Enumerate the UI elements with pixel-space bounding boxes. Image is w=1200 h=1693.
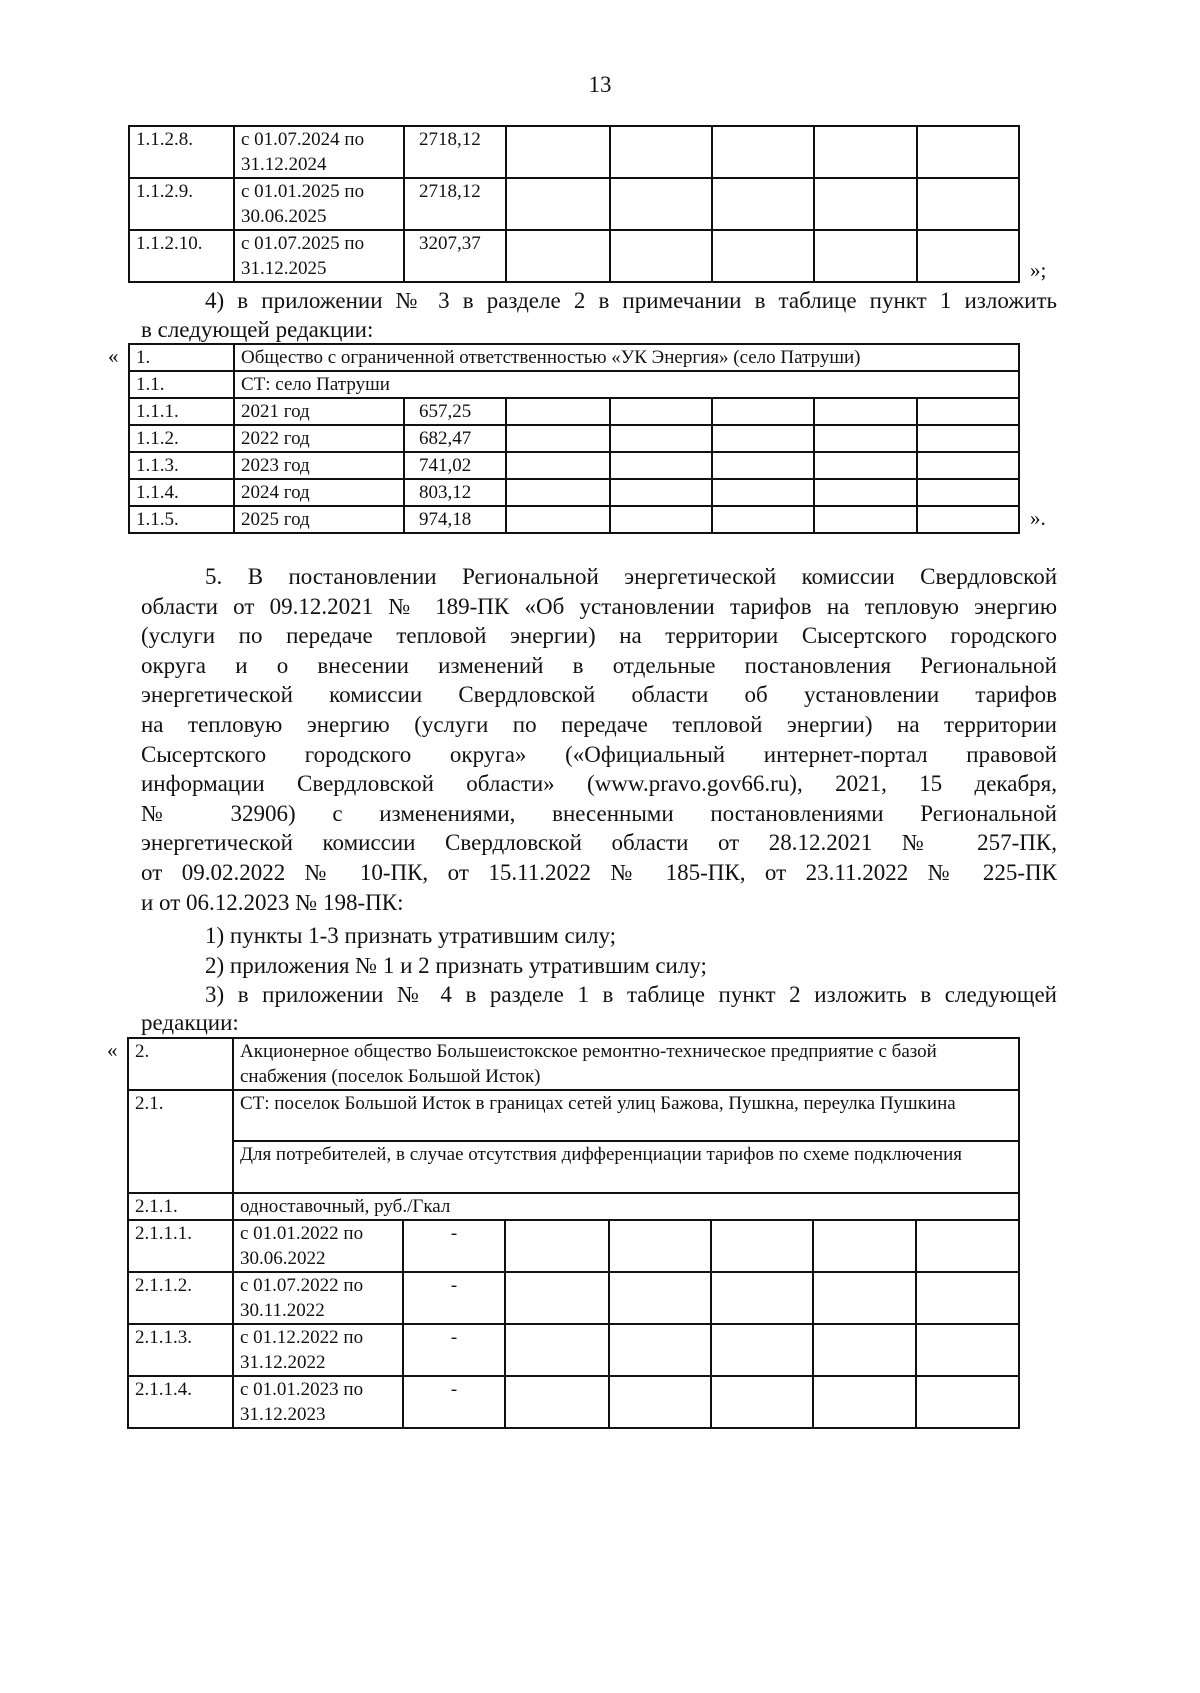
paragraph-line: области от 09.12.2021 № 189-ПК «Об установлении тарифов на тепловую энергию (141, 593, 1057, 619)
tariff-type: одноставочный, руб./Гкал (233, 1193, 1019, 1220)
empty-cell (917, 506, 1019, 533)
empty-cell (506, 506, 610, 533)
row-number: 2.1.1.1. (128, 1220, 233, 1272)
row-number: 1.1.2. (129, 425, 234, 452)
empty-cell (712, 452, 814, 479)
empty-cell (917, 230, 1019, 282)
empty-cell (711, 1220, 813, 1272)
year: 2024 год (234, 479, 404, 506)
empty-cell (712, 479, 814, 506)
period (234, 230, 404, 282)
period (234, 178, 404, 230)
period-line: с 01.07.2024 по (241, 129, 365, 150)
empty-cell (610, 425, 712, 452)
org-number: 1. (129, 344, 234, 371)
year: 2022 год (234, 425, 404, 452)
empty-cell (916, 1376, 1019, 1428)
sub-item-1: 1) пункты 1-3 признать утратившим силу; (205, 923, 617, 948)
period-line: 30.06.2022 (240, 1248, 326, 1269)
row-number: 1.1.3. (129, 452, 234, 479)
table-row (128, 1324, 1019, 1376)
year: 2021 год (234, 398, 404, 425)
empty-cell (712, 398, 814, 425)
item4-text: 4) в приложении № 3 в разделе 2 в примечании в таблице пункт 1 изложить (205, 288, 1057, 313)
tariff-value: 2718,12 (404, 178, 506, 230)
paragraph-line: округа и о внесении изменений в отдельные постановления Региональной (141, 652, 1057, 678)
table-row (129, 398, 1019, 425)
sub-item-3-cont: редакции: (141, 1010, 239, 1035)
empty-cell (711, 1376, 813, 1428)
empty-cell (712, 178, 814, 230)
tariff-value: - (403, 1220, 505, 1272)
empty-cell (917, 425, 1019, 452)
empty-cell (610, 506, 712, 533)
empty-cell (813, 1324, 916, 1376)
table-row (128, 1090, 1019, 1141)
empty-cell (610, 398, 712, 425)
period-line: с 01.01.2025 по (241, 181, 365, 202)
empty-cell (609, 1220, 711, 1272)
empty-cell (712, 126, 814, 178)
empty-cell (506, 178, 610, 230)
period-line: 30.06.2025 (241, 206, 327, 227)
table-row (128, 1038, 1019, 1090)
empty-cell (814, 452, 917, 479)
table-row (128, 1141, 1019, 1193)
period (233, 1376, 403, 1428)
st-name: СТ: поселок Большой Исток в границах сетей улиц Бажова, Пушкна, переулка Пушкина (233, 1090, 1019, 1141)
empty-cell (610, 230, 712, 282)
empty-cell (712, 506, 814, 533)
row-number: 2.1.1.4. (128, 1376, 233, 1428)
empty-cell (916, 1220, 1019, 1272)
tariff-value: 3207,37 (404, 230, 506, 282)
period-line: 31.12.2024 (241, 154, 327, 175)
row-number: 1.1.1. (129, 398, 234, 425)
table-row (129, 230, 1019, 282)
row-number: 2.1.1.2. (128, 1272, 233, 1324)
empty-cell (814, 425, 917, 452)
empty-cell (917, 479, 1019, 506)
close-quote: ». (1030, 506, 1046, 530)
period (233, 1220, 403, 1272)
empty-cell (814, 230, 917, 282)
period (234, 126, 404, 178)
table-row (129, 479, 1019, 506)
tariff-value: 682,47 (404, 425, 506, 452)
open-quote: « (107, 1038, 118, 1062)
empty-cell (813, 1220, 916, 1272)
st-name: СТ: село Патруши (234, 371, 1019, 398)
paragraph-line: энергетической комиссии Свердловской области об установлении тарифов (141, 682, 1057, 708)
table-row (129, 425, 1019, 452)
paragraph-line: от 09.02.2022 № 10-ПК, от 15.11.2022 № 185-ПК, от 23.11.2022 № 225-ПК (141, 860, 1057, 885)
table-row (129, 506, 1019, 533)
table-row (128, 1376, 1019, 1428)
table-row (128, 1220, 1019, 1272)
tariff-value: - (403, 1324, 505, 1376)
tariff-value: 2718,12 (404, 126, 506, 178)
table-row (129, 452, 1019, 479)
empty-cell (506, 479, 610, 506)
empty-cell (917, 398, 1019, 425)
st-number: 2.1. (128, 1090, 233, 1193)
period (233, 1272, 403, 1324)
empty-cell (712, 425, 814, 452)
paragraph-line: информации Свердловской области» (www.pravo.gov66.ru), 2021, 15 декабря, (141, 771, 1057, 797)
year: 2023 год (234, 452, 404, 479)
table-row (129, 344, 1019, 371)
paragraph-line: Сысертского городского округа» («Официальный интернет-портал правовой (141, 741, 1057, 767)
row-number: 2.1.1.3. (128, 1324, 233, 1376)
bolshoy-istok-tariff-table (127, 1037, 1020, 1429)
tariff-table-continuation (128, 125, 1020, 283)
empty-cell (916, 1272, 1019, 1324)
empty-cell (712, 230, 814, 282)
period (233, 1324, 403, 1376)
empty-cell (609, 1272, 711, 1324)
empty-cell (711, 1272, 813, 1324)
empty-cell (506, 126, 610, 178)
tariff-number: 2.1.1. (128, 1193, 233, 1220)
patrushi-tariff-table (128, 343, 1020, 534)
org-name: Акционерное общество Большеистокское ремонтно-техническое предприятие с базой снабжения (поселок Большой Исток) (233, 1038, 1019, 1090)
empty-cell (916, 1324, 1019, 1376)
period-line: с 01.12.2022 по (240, 1327, 364, 1348)
table-row (128, 1193, 1019, 1220)
period-line: 30.11.2022 (240, 1300, 325, 1321)
empty-cell (610, 479, 712, 506)
tariff-value: 741,02 (404, 452, 506, 479)
table-row (128, 1272, 1019, 1324)
period-line: 31.12.2023 (240, 1404, 326, 1425)
tariff-value: 657,25 (404, 398, 506, 425)
empty-cell (814, 398, 917, 425)
empty-cell (814, 178, 917, 230)
table-row (129, 126, 1019, 178)
empty-cell (506, 398, 610, 425)
org-number: 2. (128, 1038, 233, 1090)
empty-cell (711, 1324, 813, 1376)
paragraph-line: на тепловую энергию (услуги по передаче тепловой энергии) на территории (141, 712, 1057, 737)
row-number: 1.1.4. (129, 479, 234, 506)
empty-cell (609, 1324, 711, 1376)
open-quote: « (108, 344, 119, 368)
row-number: 1.1.2.10. (129, 230, 234, 282)
paragraph-line: 5. В постановлении Региональной энергетической комиссии Свердловской (205, 564, 1057, 589)
empty-cell (506, 425, 610, 452)
page-number: 13 (588, 72, 612, 97)
empty-cell (814, 479, 917, 506)
tariff-value: - (403, 1376, 505, 1428)
item4-text-cont: в следующей редакции: (141, 317, 374, 342)
sub-item-3: 3) в приложении № 4 в разделе 1 в таблице пункт 2 изложить в следующей (205, 982, 1057, 1007)
empty-cell (505, 1220, 609, 1272)
row-number: 1.1.5. (129, 506, 234, 533)
sub-item-2: 2) приложения № 1 и 2 признать утратившим силу; (205, 953, 707, 978)
period-line: с 01.01.2022 по (240, 1223, 364, 1244)
close-quote: »; (1030, 258, 1047, 282)
paragraph-line: № 32906) с изменениями, внесенными постановлениями Региональной (141, 800, 1057, 826)
paragraph-line: и от 06.12.2023 № 198-ПК: (141, 889, 404, 915)
empty-cell (610, 452, 712, 479)
paragraph-line: (услуги по передаче тепловой энергии) на территории Сысертского городского (141, 623, 1057, 649)
empty-cell (609, 1376, 711, 1428)
table-row (129, 178, 1019, 230)
empty-cell (813, 1272, 916, 1324)
period-line: с 01.07.2022 по (240, 1275, 364, 1296)
empty-cell (917, 126, 1019, 178)
table-row (129, 371, 1019, 398)
period-line: 31.12.2025 (241, 258, 327, 279)
year: 2025 год (234, 506, 404, 533)
period-line: 31.12.2022 (240, 1352, 326, 1373)
empty-cell (814, 126, 917, 178)
empty-cell (917, 452, 1019, 479)
org-name: Общество с ограниченной ответственностью «УК Энергия» (село Патруши) (234, 344, 1019, 371)
st-number: 1.1. (129, 371, 234, 398)
tariff-value: - (403, 1272, 505, 1324)
empty-cell (610, 178, 712, 230)
empty-cell (506, 452, 610, 479)
consumers-note: Для потребителей, в случае отсутствия дифференциации тарифов по схеме подключения (233, 1141, 1019, 1193)
period-line: с 01.07.2025 по (241, 233, 365, 254)
tariff-value: 803,12 (404, 479, 506, 506)
tariff-value: 974,18 (404, 506, 506, 533)
period-line: с 01.01.2023 по (240, 1379, 364, 1400)
paragraph-line: энергетической комиссии Свердловской области от 28.12.2021 № 257-ПК, (141, 830, 1057, 856)
empty-cell (506, 230, 610, 282)
empty-cell (917, 178, 1019, 230)
empty-cell (610, 126, 712, 178)
empty-cell (505, 1324, 609, 1376)
empty-cell (505, 1376, 609, 1428)
empty-cell (505, 1272, 609, 1324)
row-number: 1.1.2.8. (129, 126, 234, 178)
empty-cell (813, 1376, 916, 1428)
empty-cell (814, 506, 917, 533)
row-number: 1.1.2.9. (129, 178, 234, 230)
